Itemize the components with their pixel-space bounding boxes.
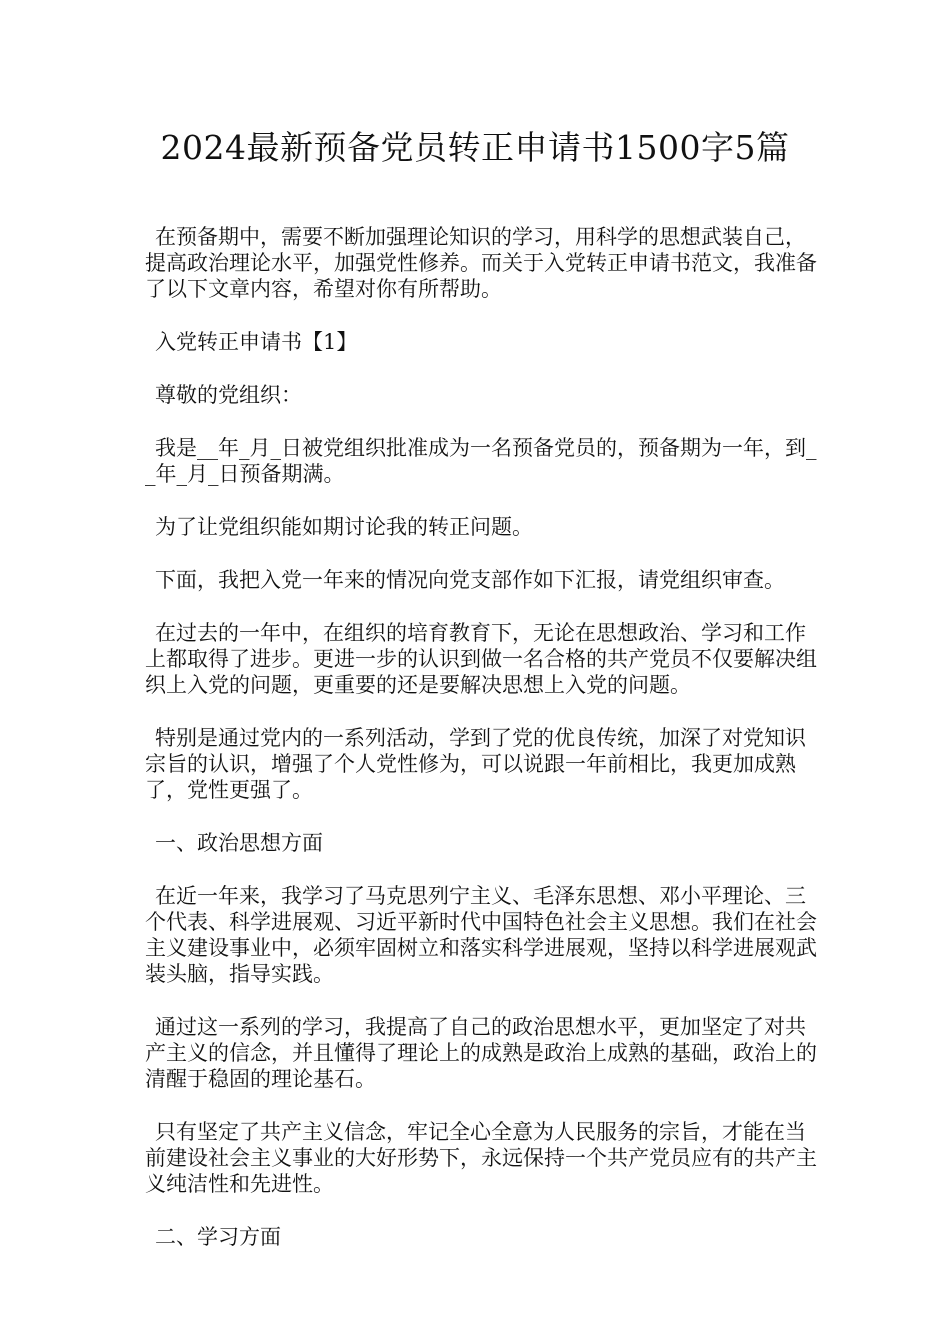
body-paragraph: 为了让党组织能如期讨论我的转正问题。 — [155, 515, 533, 539]
section-heading-politics: 一、政治思想方面 — [155, 831, 323, 855]
body-paragraph: 我是__年_月_日被党组织批准成为一名预备党员的，预备期为一年，到__年_月_日预备期满。 — [145, 436, 817, 486]
salutation: 尊敬的党组织： — [155, 383, 302, 407]
section-heading-study: 二、学习方面 — [155, 1225, 281, 1249]
document-body — [145, 224, 823, 1277]
body-paragraph: 在近一年来，我学习了马克思列宁主义、毛泽东思想、邓小平理论、三个代表、科学进展观、习近平新时代中国特色社会主义思想。我们在社会主义建设事业中，必须牢固树立和落实科学进展观，坚持以科学进展观武装头脑，指导实践。 — [145, 884, 817, 986]
body-paragraph: 在过去的一年中，在组织的培育教育下，无论在思想政治、学习和工作上都取得了进步。更进一步的认识到做一名合格的共产党员不仅要解决组织上入党的问题，更重要的还是要解决思想上入党的问题。 — [145, 621, 817, 697]
section-heading-application-1: 入党转正申请书【1】 — [155, 330, 358, 354]
body-paragraph: 通过这一系列的学习，我提高了自己的政治思想水平，更加坚定了对共产主义的信念，并且懂得了理论上的成熟是政治上成熟的基础，政治上的清醒于稳固的理论基石。 — [145, 1015, 817, 1091]
body-paragraph: 只有坚定了共产主义信念，牢记全心全意为人民服务的宗旨，才能在当前建设社会主义事业的大好形势下，永远保持一个共产党员应有的共产主义纯洁性和先进性。 — [145, 1120, 817, 1196]
intro-paragraph: 在预备期中，需要不断加强理论知识的学习，用科学的思想武装自己，提高政治理论水平，加强党性修养。而关于入党转正申请书范文，我准备了以下文章内容，希望对你有所帮助。 — [145, 225, 817, 301]
document-title: 2024最新预备党员转正申请书1500字5篇 — [160, 128, 790, 167]
body-paragraph: 下面，我把入党一年来的情况向党支部作如下汇报，请党组织审查。 — [155, 568, 785, 592]
body-paragraph: 特别是通过党内的一系列活动，学到了党的优良传统，加深了对党知识宗旨的认识，增强了个人党性修为，可以说跟一年前相比，我更加成熟了，党性更强了。 — [145, 726, 806, 802]
